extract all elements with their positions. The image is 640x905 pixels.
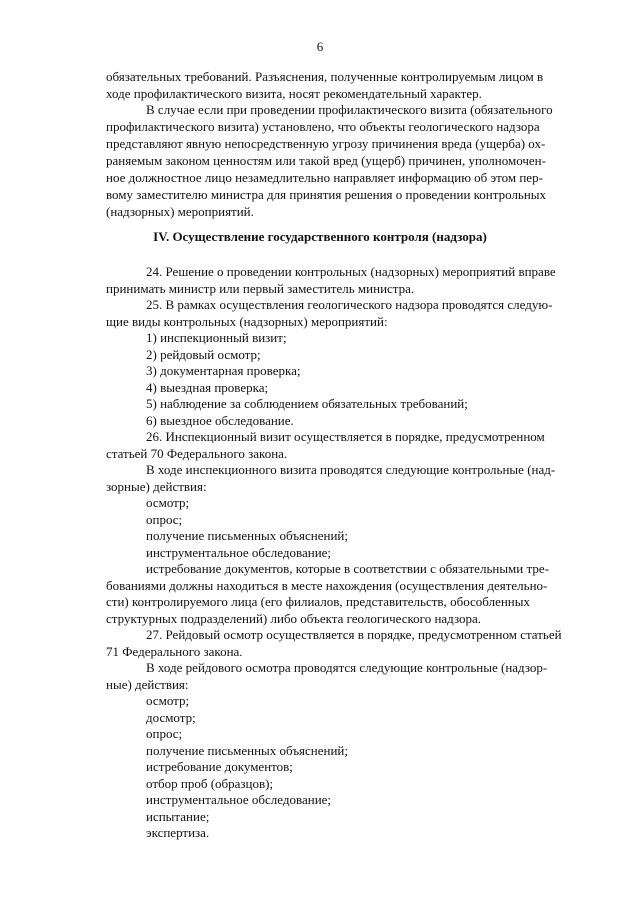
text-line: структурных подразделений) либо объекта геологического надзора. (106, 611, 482, 626)
text-line: сти) контролируемого лица (его филиалов, представительств, обособленных (106, 594, 530, 609)
text-line: ные) действия: (106, 677, 189, 692)
text-line: В ходе рейдового осмотра проводятся следующие контрольные (надзор- (146, 660, 548, 675)
text-line: (надзорных) мероприятий. (106, 204, 254, 219)
list-item: экспертиза. (146, 825, 210, 840)
list-item: получение письменных объяснений; (146, 528, 348, 543)
list-item: испытание; (146, 809, 210, 824)
list-item: истребование документов; (146, 759, 293, 774)
text-line: бованиями должны находиться в месте нахождения (осуществления деятельно- (106, 578, 548, 593)
text-line: щие виды контрольных (надзорных) мероприятий: (106, 314, 388, 329)
list-item: 1) инспекционный визит; (146, 330, 287, 345)
text-line: В ходе инспекционного визита проводятся следующие контрольные (над- (146, 462, 556, 477)
text-line: 25. В рамках осуществления геологического надзора проводятся следую- (146, 297, 553, 312)
list-item: 6) выездное обследование. (146, 413, 294, 428)
text-line: обязательных требований. Разъяснения, полученные контролируемым лицом в (106, 69, 544, 84)
list-item: осмотр; (146, 495, 190, 510)
page-number: 6 (316, 39, 324, 54)
text-line: 27. Рейдовый осмотр осуществляется в порядке, предусмотренном статьей (146, 627, 562, 642)
text-line: вому заместителю министра для принятия решения о проведении контрольных (106, 187, 547, 202)
text-line: В случае если при проведении профилактического визита (обязательного (146, 102, 553, 117)
text-line: профилактического визита) установлено, что объекты геологического надзора (106, 119, 540, 134)
list-item: 2) рейдовый осмотр; (146, 347, 261, 362)
list-item: опрос; (146, 512, 183, 527)
text-line: 26. Инспекционный визит осуществляется в порядке, предусмотренном (146, 429, 545, 444)
text-line: ходе профилактического визита, носят рекомендательный характер. (106, 86, 482, 101)
text-line: истребование документов, которые в соответствии с обязательными тре- (146, 561, 549, 576)
list-item: получение письменных объяснений; (146, 743, 348, 758)
text-line: принимать министр или первый заместитель министра. (106, 281, 415, 296)
list-item: досмотр; (146, 710, 196, 725)
text-line: раняемым законом ценностям или такой вред (ущерб) причинен, уполномочен- (106, 153, 546, 168)
list-item: 5) наблюдение за соблюдением обязательных требований; (146, 396, 468, 411)
text-line: 71 Федерального закона. (106, 644, 243, 659)
text-line: статьей 70 Федерального закона. (106, 446, 288, 461)
list-item: 3) документарная проверка; (146, 363, 301, 378)
text-line: зорные) действия: (106, 479, 207, 494)
list-item: инструментальное обследование; (146, 792, 332, 807)
list-item: осмотр; (146, 693, 190, 708)
list-item: опрос; (146, 726, 183, 741)
text-line: 24. Решение о проведении контрольных (надзорных) мероприятий вправе (146, 264, 556, 279)
list-item: отбор проб (образцов); (146, 776, 274, 791)
text-line: ное должностное лицо незамедлительно направляет информацию об этом пер- (106, 170, 543, 185)
list-item: 4) выездная проверка; (146, 380, 269, 395)
section-heading: IV. Осуществление государственного контроля (надзора) (153, 229, 487, 244)
text-line: представляют явную непосредственную угрозу причинения вреда (ущерба) ох- (106, 136, 546, 151)
list-item: инструментальное обследование; (146, 545, 332, 560)
